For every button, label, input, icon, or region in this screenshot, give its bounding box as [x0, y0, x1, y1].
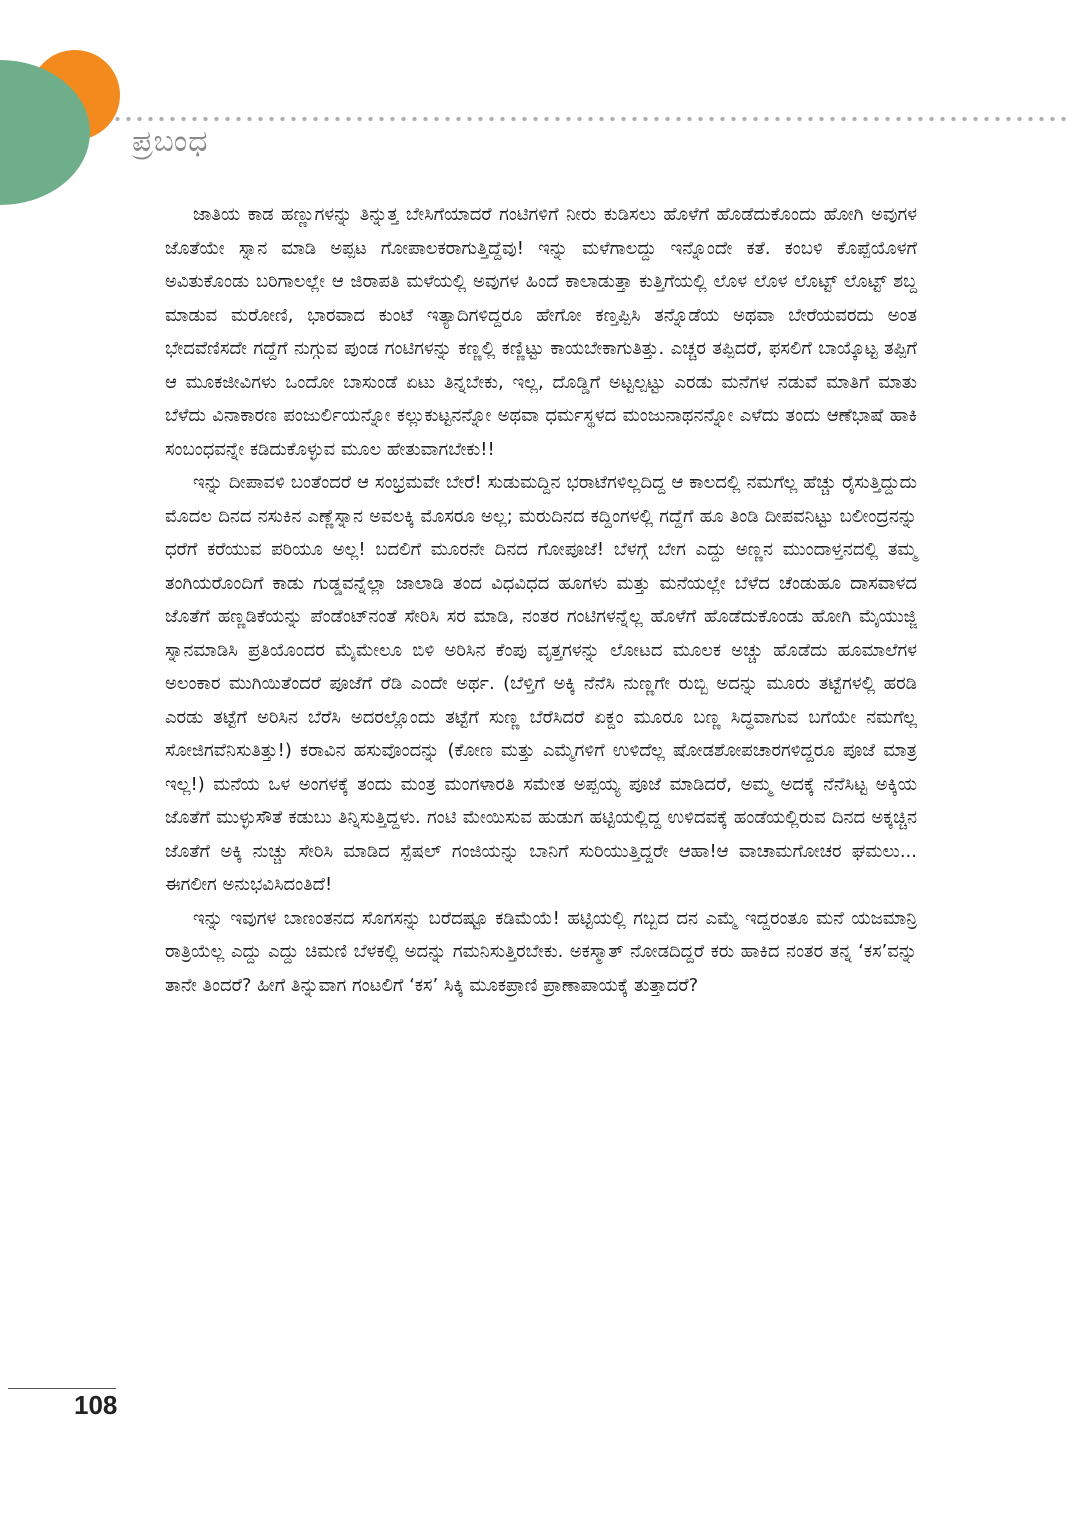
page-number: 108: [74, 1390, 118, 1420]
footer-rule: [8, 1388, 116, 1389]
paragraph: ಇನ್ನು ದೀಪಾವಳಿ ಬಂತೆಂದರೆ ಆ ಸಂಭ್ರಮವೇ ಬೇರೆ! ಸುಡುಮದ್ದಿನ ಭರಾಟೆಗಳಿಲ್ಲದಿದ್ದ ಆ ಕಾಲದಲ್ಲಿ ನಮಗೆಲ್ಲ ಹೆಚ್ಚು ರೈಸುತ್ತಿದ್ದುದು ಮೊದಲ ದಿನದ ನಸುಕಿನ ಎಣ್ಣೆಸ್ನಾನ ಅವಲಕ್ಕಿ ಮೊಸರೂ ಅಲ್ಲ; ಮರುದಿನದ ಕದ್ದಿಂಗಳಲ್ಲಿ ಗದ್ದೆಗೆ ಹೂ ತಿಂಡಿ ದೀಪವನಿಟ್ಟು ಬಲೀಂದ್ರನನ್ನು ಧರೆಗೆ ಕರೆಯುವ ಪರಿಯೂ ಅಲ್ಲ! ಬದಲಿಗೆ ಮೂರನೇ ದಿನದ ಗೋಪೂಜೆ! ಬೆಳಗ್ಗೆ ಬೇಗ ಎದ್ದು ಅಣ್ಣನ ಮುಂದಾಳ್ತನದಲ್ಲಿ ತಮ್ಮ ತಂಗಿಯರೊಂದಿಗೆ ಕಾಡು ಗುಡ್ಡವನ್ನೆಲ್ಲಾ ಜಾಲಾಡಿ ತಂದ ವಿಧವಿಧದ ಹೂಗಳು ಮತ್ತು ಮನೆಯಲ್ಲೇ ಬೆಳೆದ ಚೆಂಡುಹೂ ದಾಸವಾಳದ ಜೊತೆಗೆ ಹಣ್ಣಡಿಕೆಯನ್ನು ಪೆಂಡೆಂಟ್‌ನಂತೆ ಸೇರಿಸಿ ಸರ ಮಾಡಿ, ನಂತರ ಗಂಟಿಗಳನ್ನೆಲ್ಲ ಹೊಳೆಗೆ ಹೊಡೆದುಕೊಂಡು ಹೋಗಿ ಮೈಯುಜ್ಜಿ ಸ್ನಾನಮಾಡಿಸಿ ಪ್ರತಿಯೊಂದರ ಮೈಮೇಲೂ ಬಿಳಿ ಅರಿಸಿನ ಕೆಂಪು ವೃತ್ತಗಳನ್ನು ಲೋಟದ ಮೂಲಕ ಅಚ್ಚು ಹೊಡೆದು ಹೂಮಾಲೆಗಳ ಅಲಂಕಾರ ಮುಗಿಯಿತೆಂದರೆ ಪೂಜೆಗೆ ರೆಡಿ ಎಂದೇ ಅರ್ಥ. (ಬೆಳ್ತಿಗೆ ಅಕ್ಕಿ ನೆನೆಸಿ ನುಣ್ಣಗೇ ರುಬ್ಬಿ ಅದನ್ನು ಮೂರು ತಟ್ಟೆಗಳಲ್ಲಿ ಹರಡಿ ಎರಡು ತಟ್ಟೆಗೆ ಅರಿಸಿನ ಬೆರೆಸಿ ಅದರಲ್ಲೊಂದು ತಟ್ಟೆಗೆ ಸುಣ್ಣ ಬೆರೆಸಿದರೆ ಏಕ್ದಂ ಮೂರೂ ಬಣ್ಣ ಸಿದ್ಧವಾಗುವ ಬಗೆಯೇ ನಮಗೆಲ್ಲ ಸೋಜಿಗವೆನಿಸುತಿತ್ತು!) ಕರಾವಿನ ಹಸುವೊಂದನ್ನು (ಕೋಣ ಮತ್ತು ಎಮ್ಮೆಗಳಿಗೆ ಉಳಿದೆಲ್ಲ ಷೋಡಶೋಪಚಾರಗಳಿದ್ದರೂ ಪೂಜೆ ಮಾತ್ರ ಇಲ್ಲ!) ಮನೆಯ ಒಳ ಅಂಗಳಕ್ಕೆ ತಂದು ಮಂತ್ರ ಮಂಗಳಾರತಿ ಸಮೇತ ಅಪ್ಪಯ್ಯ ಪೂಜೆ ಮಾಡಿದರೆ, ಅಮ್ಮ ಅದಕ್ಕೆ ನೆನೆಸಿಟ್ಟ ಅಕ್ಕಿಯ ಜೊತೆಗೆ ಮುಳ್ಳುಸೌತೆ ಕಡುಬು ತಿನ್ನಿಸುತ್ತಿದ್ದಳು. ಗಂಟಿ ಮೇಯಿಸುವ ಹುಡುಗ ಹಟ್ಟಿಯಲ್ಲಿದ್ದ ಉಳಿದವಕ್ಕೆ ಹಂಡೆಯಲ್ಲಿರುವ ದಿನದ ಅಕ್ಕಚ್ಚಿನ ಜೊತೆಗೆ ಅಕ್ಕಿ ನುಚ್ಚು ಸೇರಿಸಿ ಮಾಡಿದ ಸ್ಪೆಷಲ್ ಗಂಜಿಯನ್ನು ಬಾನಿಗೆ ಸುರಿಯುತ್ತಿದ್ದರೇ ಆಹಾ!ಆ ವಾಚಾಮಗೋಚರ ಘಮಲು... ಈಗಲೀಗ ಅನುಭವಿಸಿದಂತಿದೆ!: [165, 472, 917, 895]
section-label: ಪ್ರಬಂಧ: [132, 124, 209, 159]
paragraph: ಜಾತಿಯ ಕಾಡ ಹಣ್ಣುಗಳನ್ನು ತಿನ್ನುತ್ತ ಬೇಸಿಗೆಯಾದರೆ ಗಂಟಿಗಳಿಗೆ ನೀರು ಕುಡಿಸಲು ಹೊಳೆಗೆ ಹೊಡೆದುಕೊಂದು ಹೋಗಿ ಅವುಗಳ ಜೊತೆಯೇ ಸ್ನಾನ ಮಾಡಿ ಅಪ್ಪಟ ಗೋಪಾಲಕರಾಗುತ್ತಿದ್ದೆವು! ಇನ್ನು ಮಳೆಗಾಲದ್ದು ಇನ್ನೊಂದೇ ಕತೆ. ಕಂಬಳಿ ಕೊಪ್ಪೆಯೊಳಗೆ ಅವಿತುಕೊಂಡು ಬರಿಗಾಲಲ್ಲೇ ಆ ಜಿರಾಪತಿ ಮಳೆಯಲ್ಲಿ ಅವುಗಳ ಹಿಂದೆ ಕಾಲಾಡುತ್ತಾ ಕುತ್ತಿಗೆಯಲ್ಲಿ ಲೊಳ ಲೊಳ ಲೊಟ್ಟ್ ಲೊಟ್ಟ್ ಶಬ್ದ ಮಾಡುವ ಮರೋಣಿ, ಭಾರವಾದ ಕುಂಟೆ ಇತ್ಯಾದಿಗಳಿದ್ದರೂ ಹೇಗೋ ಕಣ್ತಪ್ಪಿಸಿ ತನ್ನೊಡೆಯ ಅಥವಾ ಬೇರೆಯವರದು ಅಂತ ಭೇದವೆಣಿಸದೇ ಗದ್ದೆಗೆ ನುಗ್ಗುವ ಪುಂಡ ಗಂಟಿಗಳನ್ನು ಕಣ್ಣಲ್ಲಿ ಕಣ್ಣಿಟ್ಟು ಕಾಯಬೇಕಾಗುತಿತ್ತು. ಎಚ್ಚರ ತಪ್ಪಿದರೆ, ಫಸಲಿಗೆ ಬಾಯ್ಕೊಟ್ಟ ತಪ್ಪಿಗೆ ಆ ಮೂಕಜೀವಿಗಳು ಒಂದೋ ಬಾಸುಂಡೆ ಏಟು ತಿನ್ನಬೇಕು, ಇಲ್ಲ, ದೊಡ್ಡಿಗೆ ಅಟ್ಟಲ್ಪಟ್ಟು ಎರಡು ಮನೆಗಳ ನಡುವೆ ಮಾತಿಗೆ ಮಾತು ಬೆಳೆದು ವಿನಾಕಾರಣ ಪಂಜುರ್ಲಿಯನ್ನೋ ಕಲ್ಲುಕುಟ್ಟನನ್ನೋ ಅಥವಾ ಧರ್ಮಸ್ಥಳದ ಮಂಜುನಾಥನನ್ನೋ ಎಳೆದು ತಂದು ಆಣೆಭಾಷೆ ಹಾಕಿ ಸಂಬಂಧವನ್ನೇ ಕಡಿದುಕೊಳ್ಳುವ ಮೂಲ ಹೇತುವಾಗಬೇಕು!!: [165, 204, 917, 460]
article-body: [165, 198, 917, 1002]
paragraph: ಇನ್ನು ಇವುಗಳ ಬಾಣಂತನದ ಸೊಗಸನ್ನು ಬರೆದಷ್ಟೂ ಕಡಿಮೆಯೆ! ಹಟ್ಟಿಯಲ್ಲಿ ಗಬ್ಬದ ದನ ಎಮ್ಮೆ ಇದ್ದರಂತೂ ಮನೆ ಯಜಮಾನ್ರಿ ರಾತ್ರಿಯೆಲ್ಲ ಎದ್ದು ಎದ್ದು ಚಿಮಣಿ ಬೆಳಕಲ್ಲಿ ಅದನ್ನು ಗಮನಿಸುತ್ತಿರಬೇಕು. ಅಕಸ್ಮಾತ್ ನೋಡದಿದ್ದರೆ ಕರು ಹಾಕಿದ ನಂತರ ತನ್ನ ‘ಕಸ’ವನ್ನು ತಾನೇ ತಿಂದರೆ? ಹೀಗೆ ತಿನ್ನುವಾಗ ಗಂಟಲಿಗೆ ‘ಕಸ’ ಸಿಕ್ಕಿ ಮೂಕಪ್ರಾಣಿ ಪ್ರಾಣಾಪಾಯಕ್ಕೆ ತುತ್ತಾದರೆ?: [165, 907, 917, 996]
dotted-header-rule: [112, 116, 1072, 122]
